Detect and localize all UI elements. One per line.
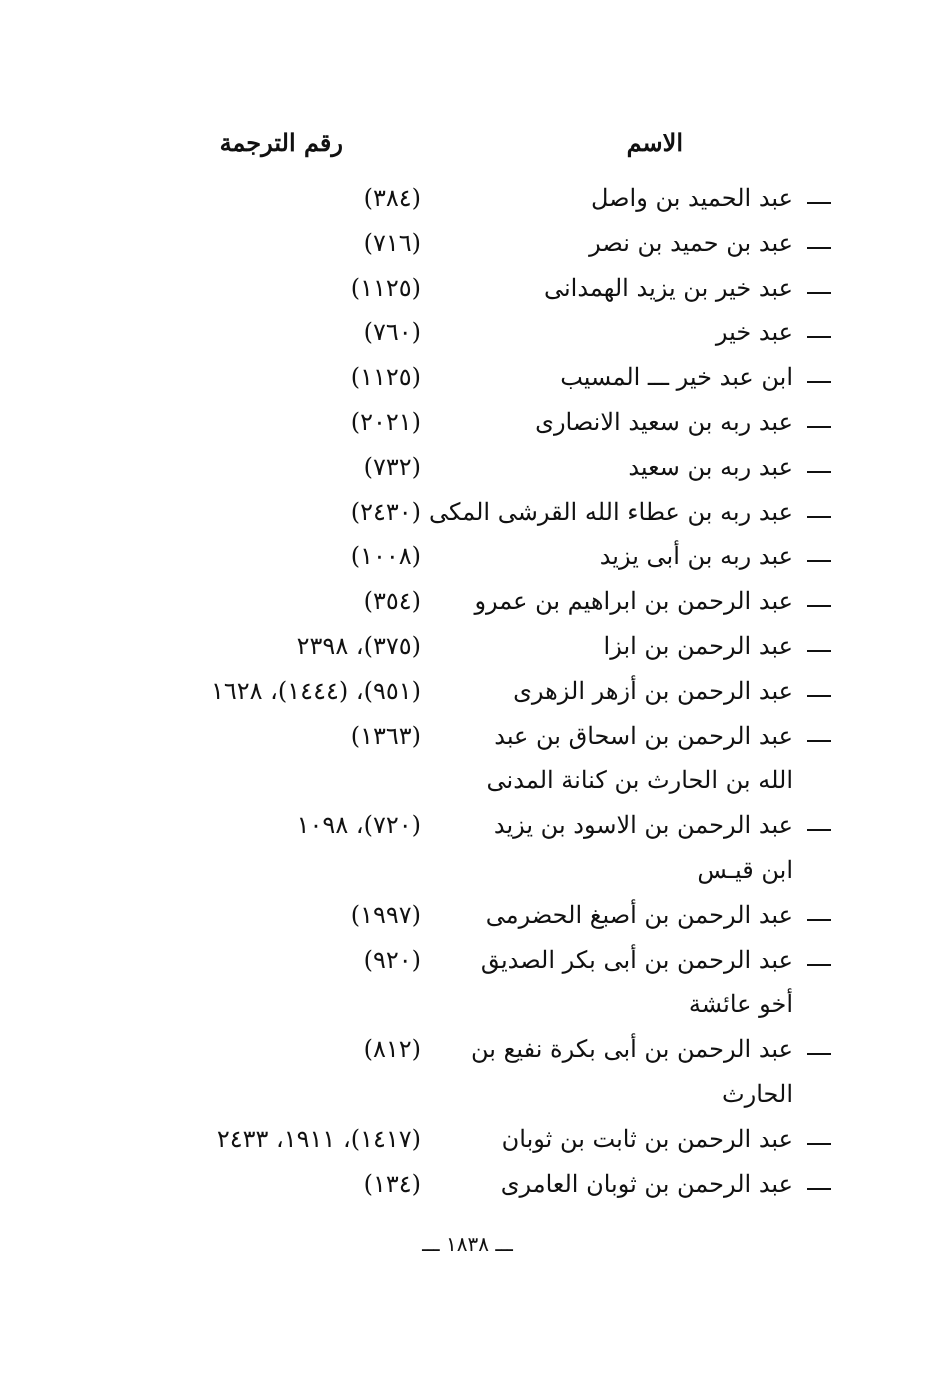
entry-dash (807, 516, 831, 518)
entry-row (0, 223, 935, 268)
entry-name: عبد الرحمن بن ابزا (603, 632, 793, 660)
entry-dash (807, 605, 831, 607)
entry-row (0, 1029, 935, 1074)
entry-continuation-row (0, 1074, 935, 1119)
entry-name: عبد خير (715, 318, 793, 347)
entry-row (0, 716, 935, 761)
entry-ref: (٧٢٠)، ١٠٩٨ (296, 811, 421, 840)
entry-row (0, 1119, 935, 1164)
entry-dash (807, 381, 831, 383)
entry-name: ابن عبد خير ـــ المسيب (560, 363, 793, 392)
entry-dash (807, 829, 831, 831)
entry-name: عبد خير بن يزيد الهمدانى (543, 273, 793, 302)
entry-ref: (٣٨٤) (363, 184, 421, 212)
page-number: ـــ ١٨٣٨ ـــ (422, 1232, 513, 1256)
entry-ref: (٧١٦) (363, 228, 421, 257)
entry-dash (807, 292, 831, 294)
entry-ref: (٩٥١)، (١٤٤٤)، ١٦٢٨ (210, 676, 421, 705)
entry-ref: (٧٣٢) (363, 452, 421, 481)
entry-name: عبد بن حميد بن نصر (589, 228, 793, 257)
entry-dash (807, 1188, 831, 1190)
entry-row (0, 447, 935, 492)
entry-row (0, 626, 935, 671)
entry-name-continuation: ابن قيـس (697, 856, 793, 884)
entry-name-continuation: الحارث (722, 1080, 793, 1108)
entry-dash (807, 336, 831, 338)
entry-dash (807, 560, 831, 562)
entry-name: عبد الرحمن بن أبى بكر الصديق (480, 945, 793, 974)
entry-name: عبد ربه بن عطاء الله القرشى المكى (428, 497, 793, 526)
entry-ref: (١٩٩٧) (350, 900, 421, 929)
entry-row (0, 895, 935, 940)
entry-row (0, 1164, 935, 1209)
entry-ref: (٣٥٤) (363, 587, 421, 616)
entry-name: عبد الرحمن بن ابراهيم بن عمرو (474, 587, 793, 616)
entry-dash (807, 426, 831, 428)
entry-name: عبد ربه بن سعيد الانصارى (535, 408, 793, 436)
entry-name: عبد الرحمن بن ثابت بن ثوبان (501, 1124, 793, 1153)
entry-name: عبد الرحمن بن الاسود بن يزيد (493, 811, 793, 840)
entry-ref: (١٤١٧)، ١٩١١، ٢٤٣٣ (216, 1124, 421, 1153)
entry-dash (807, 919, 831, 921)
entry-row (0, 357, 935, 402)
entry-continuation-row (0, 850, 935, 895)
entry-ref: (٨١٢) (363, 1035, 421, 1064)
entry-dash (807, 1053, 831, 1055)
entry-ref: (١٣٤) (363, 1169, 421, 1198)
entry-row (0, 402, 935, 447)
entry-ref: (٧٦٠) (363, 318, 421, 347)
entry-name: عبد الرحمن بن اسحاق بن عبد (494, 721, 793, 750)
entry-ref: (٩٢٠) (363, 945, 421, 974)
entry-dash (807, 202, 831, 204)
entry-row (0, 268, 935, 313)
entry-dash (807, 247, 831, 249)
entry-name: عبد ربه بن سعيد (628, 452, 793, 481)
entry-ref: (١١٢٥) (350, 273, 421, 302)
entry-dash (807, 695, 831, 697)
entry-ref: (٢٠٢١) (350, 408, 421, 436)
entry-row (0, 581, 935, 626)
column-header-name: الاسم (626, 128, 683, 157)
entry-name: عبد الحميد بن واصل (591, 184, 793, 212)
entry-row (0, 536, 935, 581)
entry-dash (807, 740, 831, 742)
entry-row (0, 312, 935, 357)
entry-row (0, 492, 935, 537)
column-header-ref: رقم الترجمة (219, 128, 343, 157)
entry-row (0, 940, 935, 985)
entry-name: عبد الرحمن بن ثوبان العامرى (500, 1169, 793, 1198)
entry-row (0, 805, 935, 850)
entry-continuation-row (0, 984, 935, 1029)
entry-name: عبد الرحمن بن أبى بكرة نفيع بن (471, 1035, 793, 1064)
entry-continuation-row (0, 760, 935, 805)
entry-dash (807, 1143, 831, 1145)
entry-ref: (٣٧٥)، ٢٣٩٨ (296, 632, 421, 660)
entry-name-continuation: أخو عائشة (688, 990, 793, 1019)
entry-dash (807, 964, 831, 966)
entry-row (0, 178, 935, 223)
entry-ref: (١١٢٥) (350, 363, 421, 392)
entry-ref: (١٣٦٣) (350, 721, 421, 750)
entry-ref: (٢٤٣٠) (350, 497, 421, 526)
entry-dash (807, 471, 831, 473)
entry-name-continuation: الله بن الحارث بن كنانة المدنى (486, 766, 793, 795)
entry-name: عبد الرحمن بن أزهر الزهرى (513, 676, 793, 705)
entry-name: عبد الرحمن بن أصبغ الحضرمى (485, 900, 793, 929)
entry-row (0, 671, 935, 716)
entry-dash (807, 650, 831, 652)
entry-ref: (١٠٠٨) (350, 542, 421, 571)
entry-name: عبد ربه بن أبى يزيد (599, 542, 793, 571)
